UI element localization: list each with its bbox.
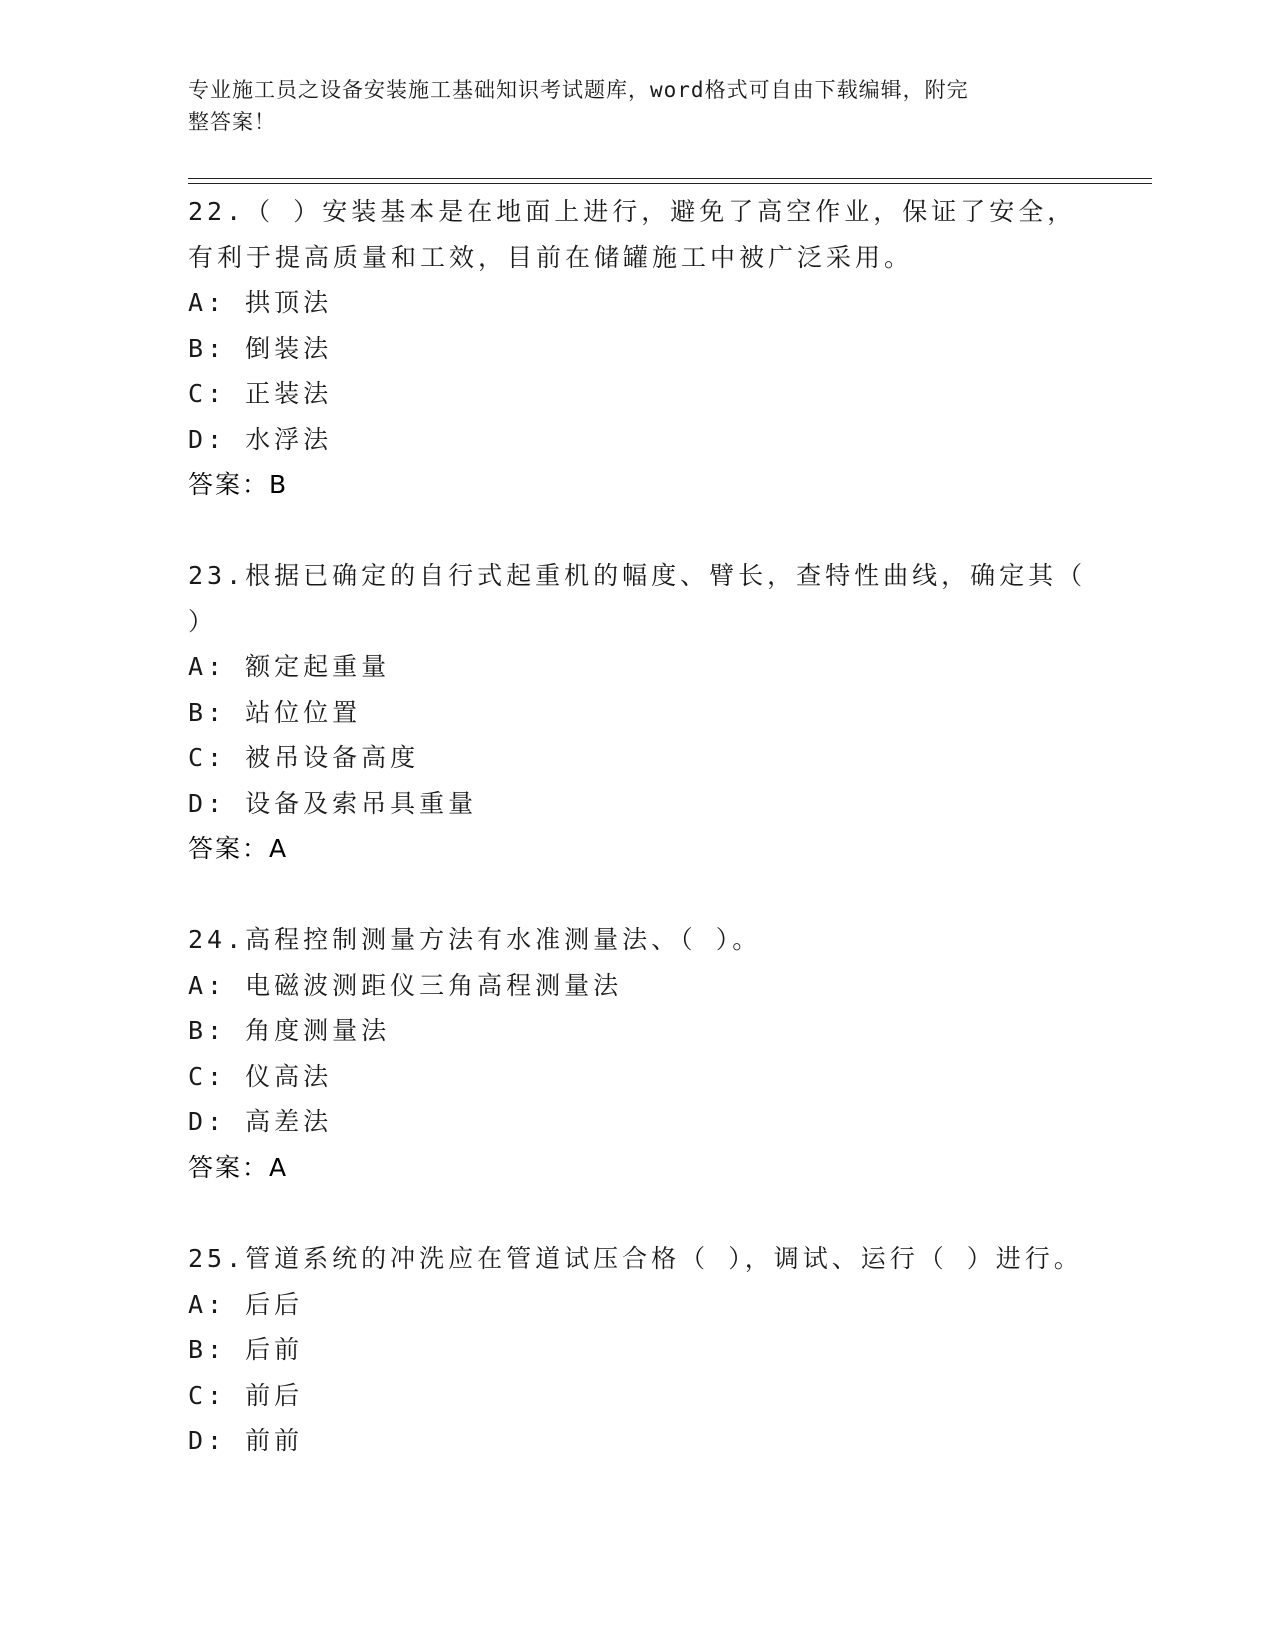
header-line-1: 专业施工员之设备安装施工基础知识考试题库，word格式可自由下载编辑，附完 <box>188 78 969 102</box>
header-line-2: 整答案！ <box>188 110 276 134</box>
option-d: D: 高差法 <box>188 1107 333 1136</box>
option-a: A: 后后 <box>188 1289 304 1319</box>
question-text-line: 24.高程控制测量方法有水准测量法、（ ）。 <box>188 925 762 954</box>
option-c: C: 前后 <box>188 1380 304 1410</box>
document-header <box>188 74 1088 138</box>
answer-line: 答案：A <box>188 834 289 863</box>
question-25 <box>188 1236 1088 1464</box>
option-a: A: 拱顶法 <box>188 288 333 317</box>
question-23 <box>188 553 1088 872</box>
question-text-line: 有利于提高质量和工效，目前在储罐施工中被广泛采用。 <box>188 242 914 272</box>
question-text-line: ） <box>188 606 218 636</box>
option-c: C: 仪高法 <box>188 1061 333 1091</box>
option-d: D: 设备及索吊具重量 <box>188 788 478 818</box>
question-text-line: 23.根据已确定的自行式起重机的幅度、臂长，查特性曲线，确定其（ <box>188 561 1087 590</box>
question-text-line: 25.管道系统的冲洗应在管道试压合格（ ），调试、运行（ ）进行。 <box>188 1244 1083 1273</box>
option-d: D: 前前 <box>188 1426 304 1455</box>
option-b: B: 后前 <box>188 1335 304 1364</box>
question-22 <box>188 189 1088 508</box>
answer-line: 答案：B <box>188 470 289 499</box>
option-c: C: 被吊设备高度 <box>188 743 420 772</box>
option-d: D: 水浮法 <box>188 424 333 454</box>
option-a: A: 额定起重量 <box>188 652 391 681</box>
header-divider-top <box>188 178 1152 179</box>
answer-line: 答案：A <box>188 1152 289 1182</box>
option-b: B: 站位位置 <box>188 697 362 727</box>
question-text-line: 22.（ ）安装基本是在地面上进行，避免了高空作业，保证了安全， <box>188 197 1077 226</box>
question-24 <box>188 917 1088 1190</box>
option-a: A: 电磁波测距仪三角高程测量法 <box>188 970 623 1000</box>
header-divider-bottom <box>188 183 1152 184</box>
option-c: C: 正装法 <box>188 379 333 408</box>
option-b: B: 倒装法 <box>188 333 333 363</box>
option-b: B: 角度测量法 <box>188 1016 391 1045</box>
